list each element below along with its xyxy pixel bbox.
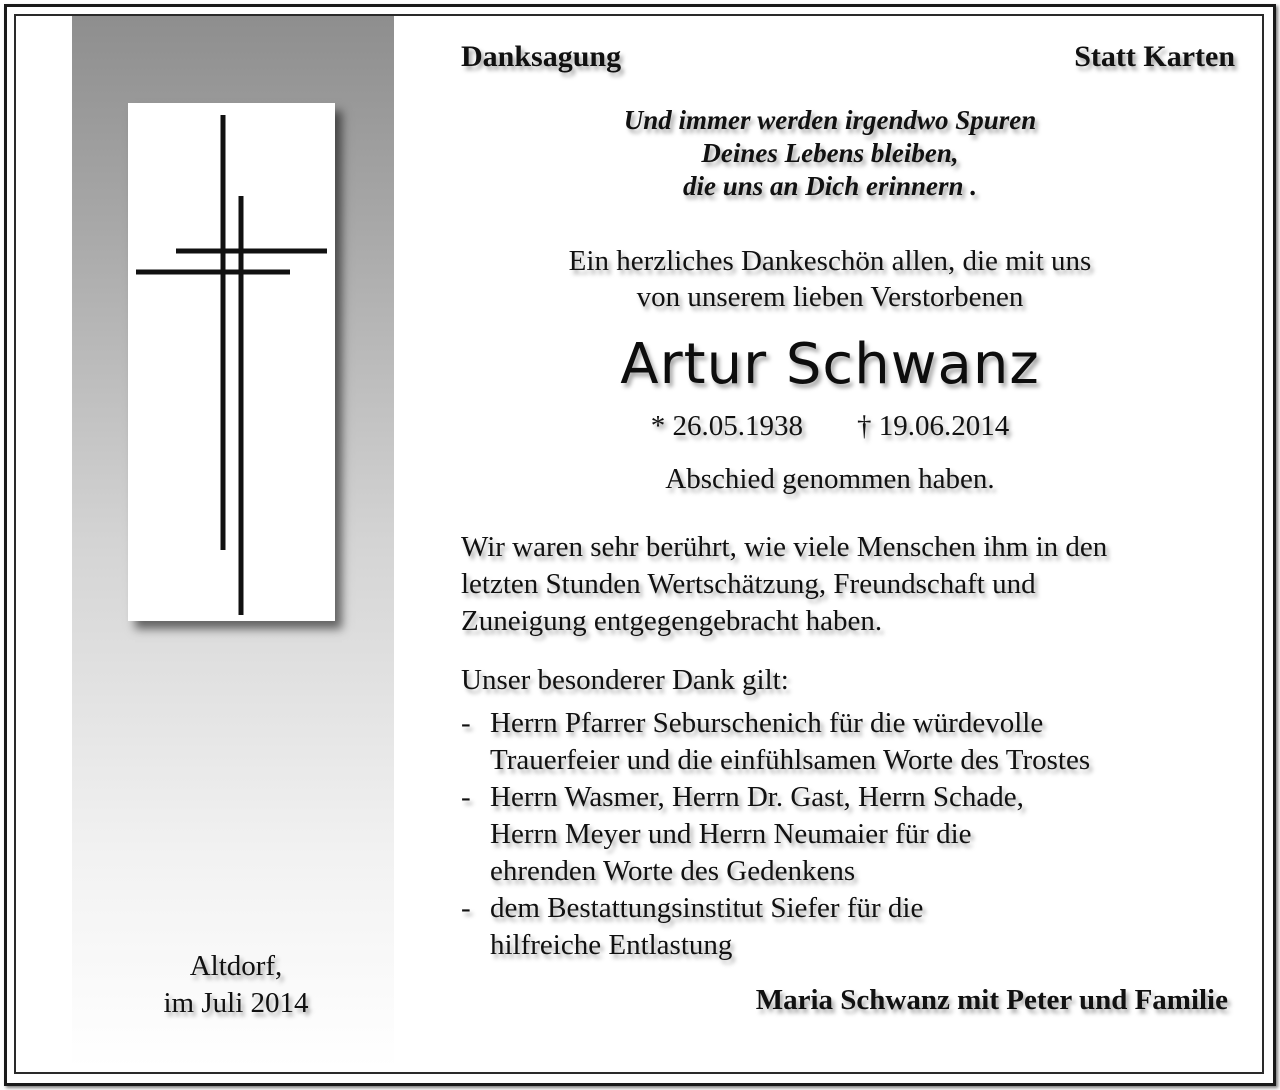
intro-text	[430, 243, 1230, 315]
list-item	[461, 779, 1090, 890]
family-signature: Maria Schwanz mit Peter und Familie	[755, 984, 1228, 1016]
list-item	[461, 705, 1090, 779]
death-date: † 19.06.2014	[857, 410, 1010, 442]
list-item-line: Herrn Wasmer, Herrn Dr. Gast, Herrn Schade,	[490, 781, 1024, 813]
life-dates	[430, 410, 1230, 443]
list-item-line: Trauerfeier und die einfühlsamen Worte des Trostes	[490, 744, 1091, 776]
paragraph-line: letzten Stunden Wertschätzung, Freundschaft und	[461, 568, 1036, 600]
list-item-line: ehrenden Worte des Gedenkens	[490, 855, 856, 887]
list-bullet: -	[461, 892, 471, 924]
gratitude-paragraph	[461, 529, 1107, 640]
list-bullet: -	[461, 707, 471, 739]
deceased-name: Artur Schwanz	[620, 332, 1040, 397]
thanks-list	[461, 705, 1090, 964]
paragraph-line: Zuneigung entgegengebracht haben.	[461, 605, 883, 637]
date-line: im Juli 2014	[163, 987, 309, 1019]
intro-line: Ein herzliches Dankeschön allen, die mit uns	[568, 245, 1092, 277]
paragraph-line: Wir waren sehr berührt, wie viele Menschen ihm in den	[461, 531, 1108, 563]
list-item-line: dem Bestattungsinstitut Siefer für die	[490, 892, 924, 924]
heading-danksagung: Danksagung	[461, 40, 622, 73]
intro-line: von unserem lieben Verstorbenen	[636, 281, 1024, 313]
birth-date: * 26.05.1938	[650, 410, 803, 442]
farewell-text: Abschied genommen haben.	[665, 463, 995, 495]
verse-line: Und immer werden irgendwo Spuren	[623, 105, 1037, 135]
cross-card	[128, 103, 335, 621]
list-item-line: Herrn Meyer und Herrn Neumaier für die	[490, 818, 972, 850]
verse-line: die uns an Dich erinnern .	[682, 171, 978, 201]
place-line: Altdorf,	[189, 950, 283, 982]
heading-statt-karten: Statt Karten	[1074, 40, 1235, 73]
thanks-heading: Unser besonderer Dank gilt:	[461, 664, 789, 696]
double-cross-icon	[128, 103, 335, 621]
list-bullet: -	[461, 781, 471, 813]
list-item-line: Herrn Pfarrer Seburschenich für die würdevolle	[490, 707, 1044, 739]
list-item	[461, 890, 1090, 964]
verse-line: Deines Lebens bleiben,	[701, 138, 959, 168]
list-item-line: hilfreiche Entlastung	[490, 929, 733, 961]
place-and-date	[72, 948, 400, 1022]
memorial-verse	[460, 104, 1200, 203]
